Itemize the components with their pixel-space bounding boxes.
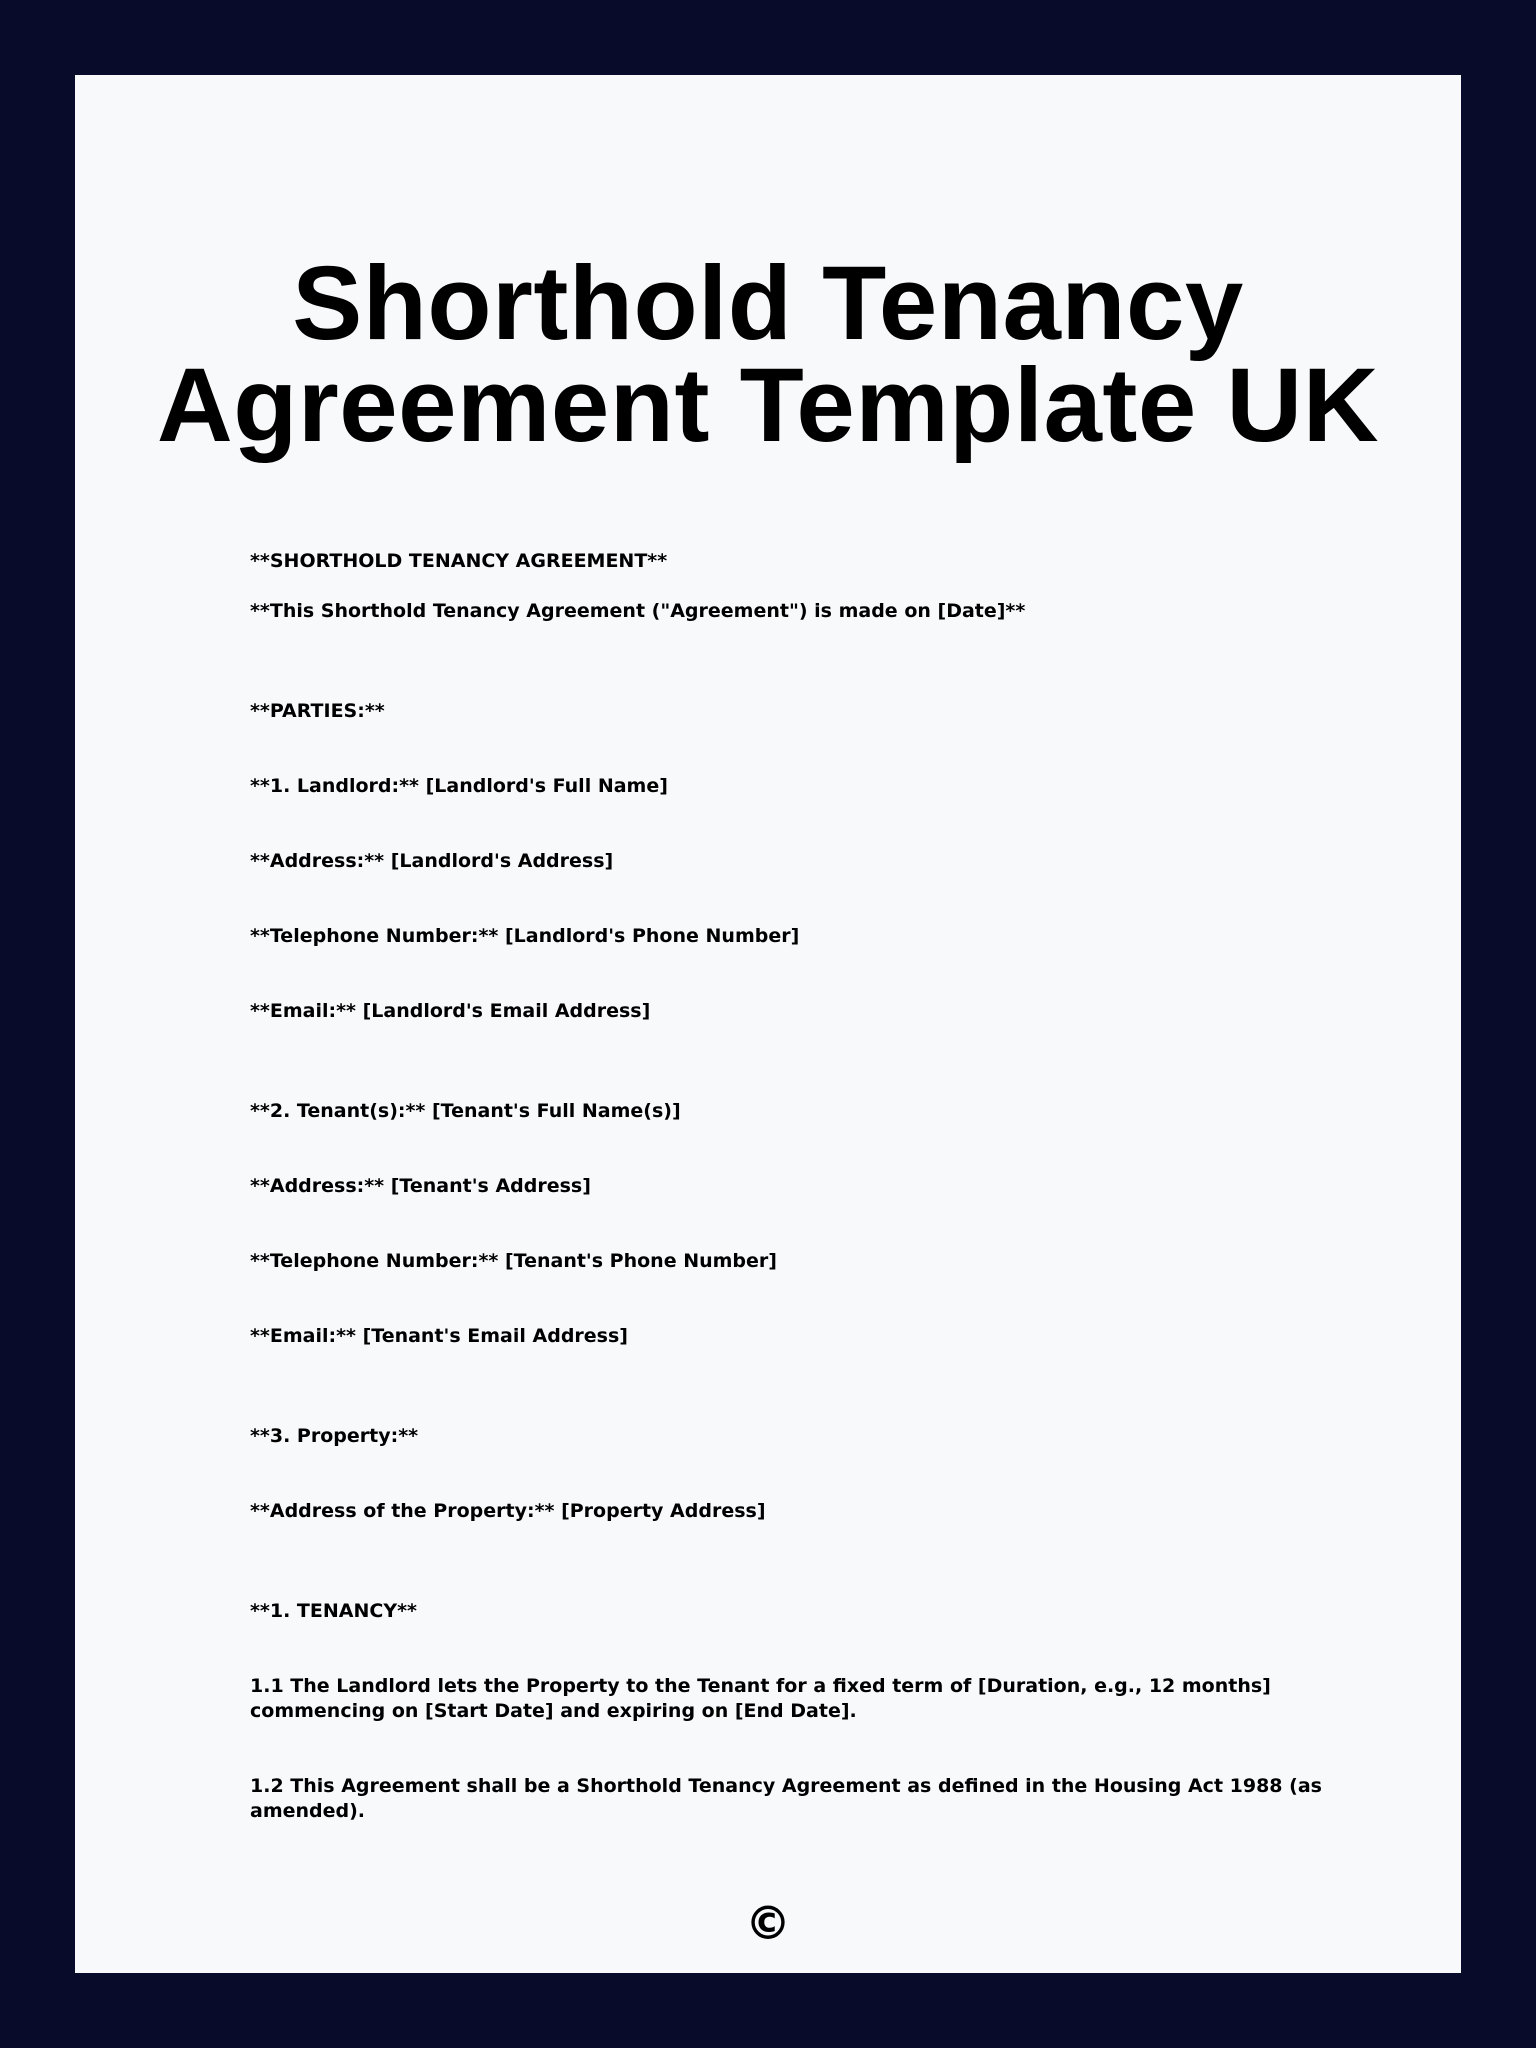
tenancy-heading: **1. TENANCY** — [250, 1600, 417, 1622]
tenant-phone: **Telephone Number:** [Tenant's Phone Number] — [250, 1250, 777, 1272]
property-heading: **3. Property:** — [250, 1425, 419, 1447]
tenant-email: **Email:** [Tenant's Email Address] — [250, 1325, 628, 1347]
landlord-address: **Address:** [Landlord's Address] — [250, 850, 614, 872]
document-title — [75, 245, 1461, 464]
title-line-2: Agreement Template UK — [156, 347, 1380, 464]
tenancy-clause-1-1: 1.1 The Landlord lets the Property to the Tenant for a fixed term of [Duration, e.g., 12 months] commencing on [Start Date] and expiring on [End Date]. — [250, 1675, 1271, 1722]
title-line-1: Shorthold Tenancy — [292, 245, 1244, 362]
document-page — [75, 75, 1461, 1973]
agreement-intro: **This Shorthold Tenancy Agreement ("Agreement") is made on [Date]** — [250, 600, 1026, 622]
tenant-address: **Address:** [Tenant's Address] — [250, 1175, 591, 1197]
landlord-email: **Email:** [Landlord's Email Address] — [250, 1000, 651, 1022]
copyright-icon: © — [745, 1896, 791, 1950]
landlord-name: **1. Landlord:** [Landlord's Full Name] — [250, 775, 668, 797]
property-address: **Address of the Property:** [Property Address] — [250, 1500, 766, 1522]
tenant-name: **2. Tenant(s):** [Tenant's Full Name(s)] — [250, 1100, 681, 1122]
tenancy-clause-1-2: 1.2 This Agreement shall be a Shorthold Tenancy Agreement as defined in the Housing Act 1988 (as amended). — [250, 1775, 1322, 1822]
agreement-heading: **SHORTHOLD TENANCY AGREEMENT** — [250, 550, 668, 572]
landlord-phone: **Telephone Number:** [Landlord's Phone Number] — [250, 925, 800, 947]
parties-heading: **PARTIES:** — [250, 700, 385, 722]
